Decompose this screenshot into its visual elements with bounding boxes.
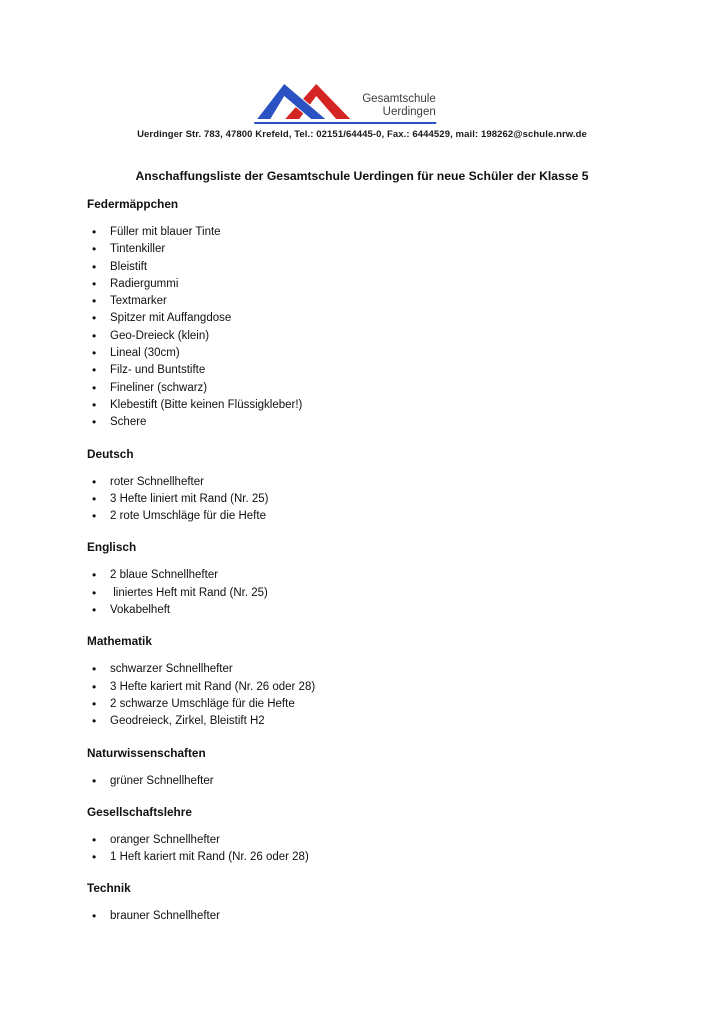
list-item <box>110 773 664 790</box>
list-item <box>110 696 664 713</box>
list-item <box>110 345 664 362</box>
supply-list <box>87 196 664 940</box>
list-item-text: 2 rote Umschläge für die Hefte <box>110 510 266 523</box>
section-items <box>87 474 664 526</box>
supply-section <box>87 880 664 925</box>
list-item <box>110 832 664 849</box>
list-item-text: Geo-Dreieck (klein) <box>110 329 210 342</box>
list-item <box>110 713 664 730</box>
school-logo-mountains-icon <box>254 82 352 120</box>
list-item <box>110 567 664 584</box>
section-items <box>87 661 664 730</box>
supply-section <box>87 745 664 790</box>
list-item-text: Filz- und Buntstifte <box>110 364 206 377</box>
list-item <box>110 908 664 925</box>
list-item-text: Radiergummi <box>110 277 179 290</box>
list-item <box>110 508 664 525</box>
section-items <box>87 224 664 432</box>
section-heading: Federmäppchen <box>87 197 179 211</box>
list-item-text: Tintenkiller <box>110 243 166 256</box>
school-name-line2: Uerdingen <box>382 106 436 118</box>
list-item-text: schwarzer Schnellhefter <box>110 663 233 676</box>
list-item <box>110 602 664 619</box>
list-item-text: Schere <box>110 416 147 429</box>
section-heading: Deutsch <box>87 446 134 461</box>
list-item <box>110 241 664 258</box>
school-name-line1: Gesamtschule <box>362 93 436 105</box>
section-items <box>87 773 664 790</box>
list-item <box>110 661 664 678</box>
list-item <box>110 310 664 327</box>
list-item-text: 2 schwarze Umschläge für die Hefte <box>110 697 295 710</box>
list-item <box>110 362 664 379</box>
school-name <box>362 93 436 120</box>
page-title: Anschaffungsliste der Gesamtschule Uerdingen für neue Schüler der Klasse 5 <box>135 169 589 183</box>
section-heading: Naturwissenschaften <box>87 745 206 760</box>
list-item <box>110 276 664 293</box>
list-item-text: Füller mit blauer Tinte <box>110 226 221 238</box>
supply-section <box>87 196 664 432</box>
list-item <box>110 414 664 431</box>
list-item-text: 1 Heft kariert mit Rand (Nr. 26 oder 28) <box>110 851 309 864</box>
supply-section <box>87 539 664 619</box>
section-items <box>87 832 664 867</box>
list-item <box>110 585 664 602</box>
list-item <box>110 474 664 491</box>
section-heading: Gesellschaftslehre <box>87 804 192 819</box>
list-item-text: Fineliner (schwarz) <box>110 381 208 394</box>
list-item-text: Spitzer mit Auffangdose <box>110 312 232 325</box>
list-item-text: Bleistift <box>110 260 148 273</box>
school-address-line: Uerdinger Str. 783, 47800 Krefeld, Tel.: 02151/64445-0, Fax.: 6444529, mail: 198262@schule.nrw.de <box>137 129 587 140</box>
section-heading: Technik <box>87 881 131 896</box>
supply-section <box>87 804 664 867</box>
list-item-text: Textmarker <box>110 295 167 308</box>
list-item <box>110 293 664 310</box>
list-item <box>110 259 664 276</box>
list-item <box>110 849 664 866</box>
list-item-text: Vokabelheft <box>110 604 171 617</box>
list-item <box>110 491 664 508</box>
school-logo <box>254 82 436 124</box>
section-heading: Mathematik <box>87 634 152 649</box>
list-item <box>110 397 664 414</box>
list-item-text: brauner Schnellhefter <box>110 910 220 923</box>
list-item <box>110 380 664 397</box>
logo-underline-rule <box>254 122 436 124</box>
list-item-text: Klebestift (Bitte keinen Flüssigkleber!) <box>110 398 303 411</box>
section-items <box>87 567 664 619</box>
list-item-text: 3 Hefte kariert mit Rand (Nr. 26 oder 28) <box>110 680 316 693</box>
list-item-text: 2 blaue Schnellhefter <box>110 569 219 582</box>
supply-section <box>87 633 664 730</box>
list-item-text: Lineal (30cm) <box>110 347 180 360</box>
list-item-text: Geodreieck, Zirkel, Bleistift H2 <box>110 715 265 728</box>
list-item-text: 3 Hefte liniert mit Rand (Nr. 25) <box>110 492 269 505</box>
supply-section <box>87 446 664 526</box>
list-item-text: roter Schnellhefter <box>110 475 204 488</box>
list-item <box>110 328 664 345</box>
list-item <box>110 679 664 696</box>
list-item-text: oranger Schnellhefter <box>110 833 220 846</box>
section-items <box>87 908 664 925</box>
list-item-text: liniertes Heft mit Rand (Nr. 25) <box>110 586 268 599</box>
section-heading: Englisch <box>87 540 137 555</box>
list-item-text: grüner Schnellhefter <box>110 774 214 787</box>
list-item <box>110 224 664 241</box>
